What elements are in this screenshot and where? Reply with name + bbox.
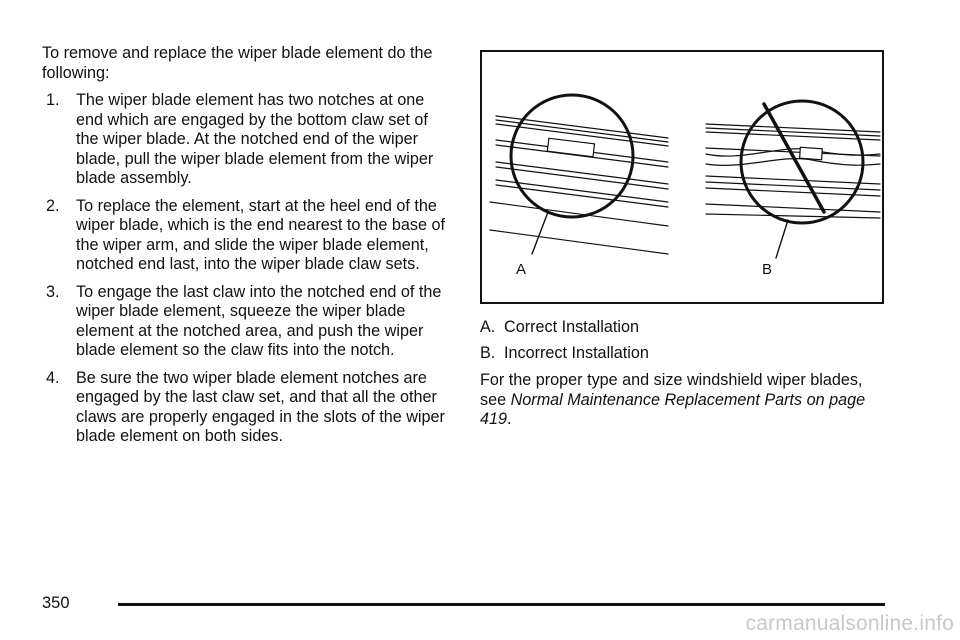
note-suffix: .	[507, 410, 512, 428]
page-number: 350	[42, 594, 70, 612]
step-item	[42, 283, 454, 361]
intro-paragraph: To remove and replace the wiper blade element do the following:	[42, 44, 433, 82]
callout-line-b	[776, 220, 788, 258]
step-text: To engage the last claw into the notched end of the wiper blade element, squeeze the wiper blade element at the notched area, and push the wiper blade element so the claw fits into the notch.	[76, 282, 442, 359]
step-item	[42, 91, 454, 189]
incorrect-claw-notch	[800, 147, 823, 160]
step-text: The wiper blade element has two notches at one end which are engaged by the bottom claw set of the wiper blade. At the notched end of the wiper blade, pull the wiper blade element from the wiper blade assembly.	[76, 91, 434, 187]
figure-legend-column	[480, 318, 890, 446]
steps-list	[42, 91, 454, 447]
callout-line-a	[532, 212, 548, 254]
legend-key: A.	[480, 318, 496, 336]
step-item	[42, 197, 454, 275]
wiper-installation-figure	[480, 50, 884, 304]
wiper-diagram-illustration	[482, 52, 882, 302]
step-text: Be sure the two wiper blade element notches are engaged by the last claw set, and that all the other claws are properly engaged in the slots of the wiper blade element on both sides.	[76, 368, 445, 445]
step-item	[42, 369, 454, 447]
legend-key: B.	[480, 343, 496, 362]
watermark: carmanualsonline.info	[745, 612, 954, 635]
step-text: To replace the element, start at the heel end of the wiper blade, which is the end nearest to the base of the wiper arm, and slide the wiper blade element, notched end last, into the wiper blade claw sets.	[76, 196, 445, 273]
step-number: 1.	[46, 91, 60, 109]
step-number: 4.	[46, 368, 60, 387]
cross-reference-link[interactable]: Normal Maintenance Replacement Parts on page 419	[480, 390, 866, 428]
legend-text: Correct Installation	[504, 318, 639, 336]
instructions-column	[42, 44, 454, 455]
reference-note	[480, 371, 890, 430]
note-prefix: For the proper type and size windshield wiper blades, see	[480, 371, 863, 409]
footer-rule	[118, 603, 885, 606]
figure-label-a: A	[516, 261, 527, 278]
figure-label-b: B	[762, 261, 773, 278]
legend-text: Incorrect Installation	[504, 343, 649, 362]
step-number: 3.	[46, 282, 60, 301]
legend-item-incorrect	[480, 344, 890, 364]
correct-claw-notch	[547, 138, 594, 157]
correct-magnifier-circle	[511, 95, 633, 217]
incorrect-blade-lines	[706, 124, 880, 218]
legend-item-correct	[480, 318, 890, 338]
step-number: 2.	[46, 196, 60, 215]
